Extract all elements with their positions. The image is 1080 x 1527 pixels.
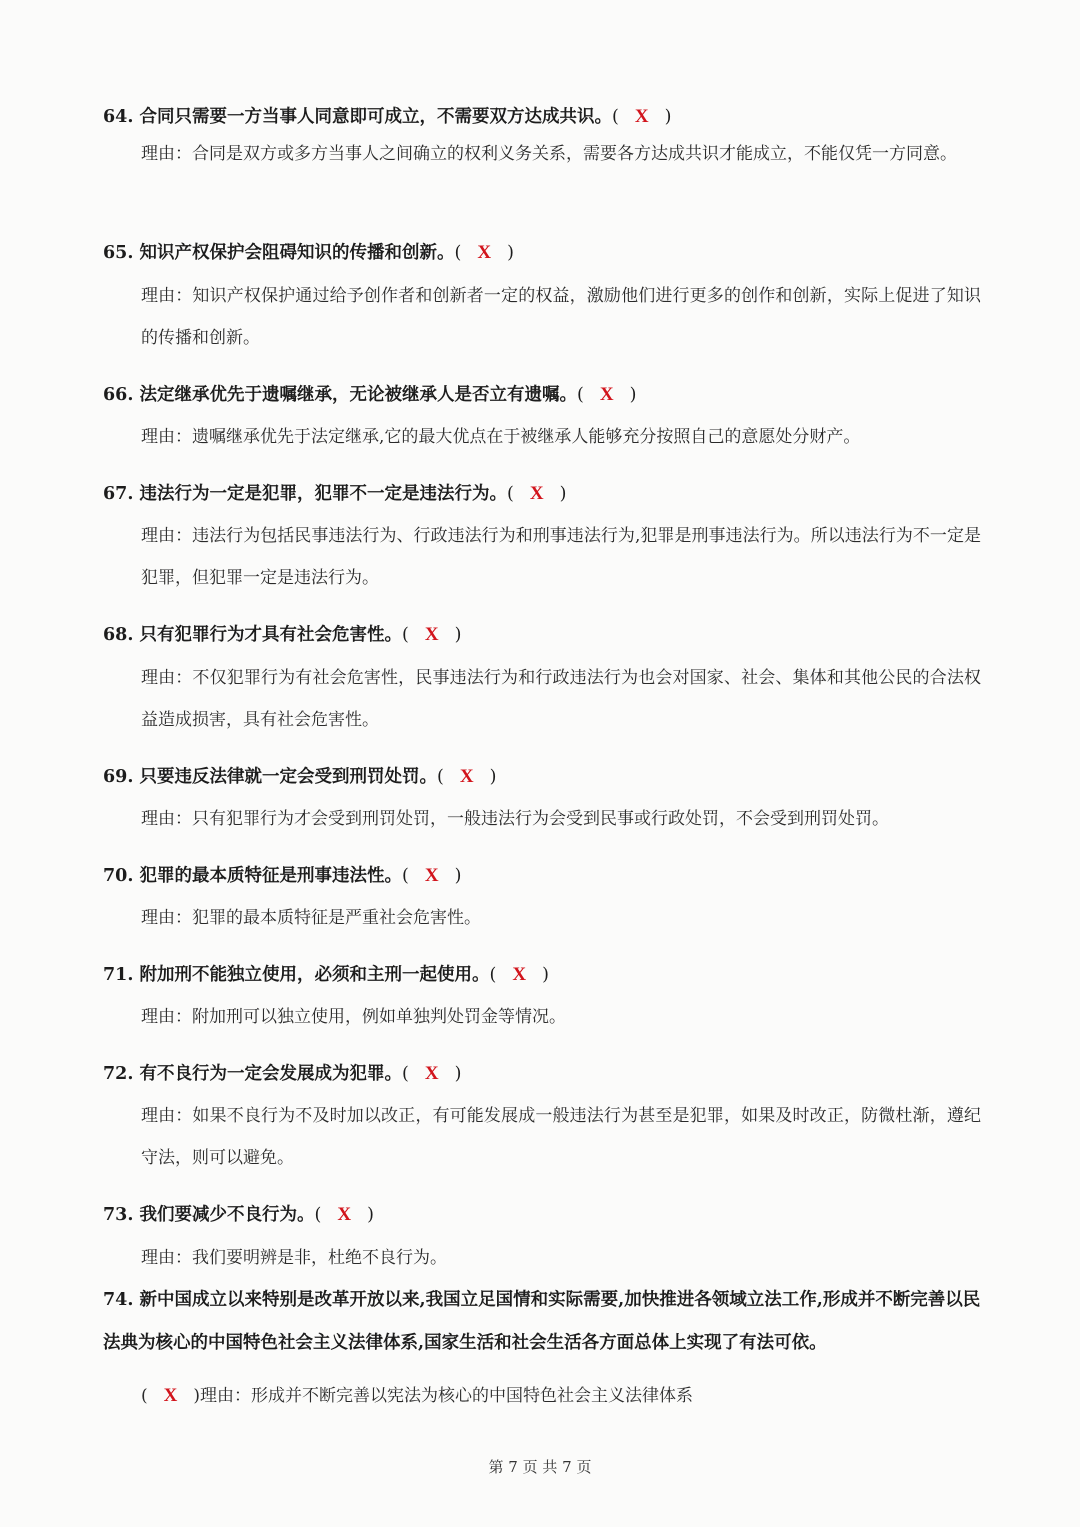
question-68: 68. 只有犯罪行为才具有社会危害性。( X ) [103, 624, 462, 645]
question-64: 64. 合同只需要一方当事人同意即可成立，不需要双方达成共识。( X ) [103, 106, 672, 127]
question-stem: 71. 附加刑不能独立使用，必须和主刑一起使用。 [103, 965, 490, 985]
reason-69: 理由：只有犯罪行为才会受到刑罚处罚，一般违法行为会受到民事或行政处罚，不会受到刑罚处罚。 [141, 809, 889, 829]
answer-mark: X [424, 1063, 439, 1084]
question-67: 67. 违法行为一定是犯罪，犯罪不一定是违法行为。( X ) [103, 483, 567, 504]
question-stem: 72. 有不良行为一定会发展成为犯罪。 [103, 1064, 403, 1084]
question-73: 73. 我们要减少不良行为。( X ) [103, 1204, 374, 1225]
reason-text: 理由：形成并不断完善以宪法为核心的中国特色社会主义法律体系 [200, 1386, 694, 1406]
question-69: 69. 只要违反法律就一定会受到刑罚处罚。( X ) [103, 766, 497, 787]
reason-73: 理由：我们要明辨是非，杜绝不良行为。 [141, 1248, 447, 1268]
question-stem: 64. 合同只需要一方当事人同意即可成立，不需要双方达成共识。 [103, 107, 613, 127]
question-74: 74. 新中国成立以来特别是改革开放以来,我国立足国情和实际需要,加快推进各领域立法工作,形成并不断完善以民法典为核心的中国特色社会主义法律体系,国家生活和社会生活各方面总体上实现了有法可依。 [103, 1290, 981, 1353]
answer-mark: X [424, 865, 439, 886]
reason-71: 理由：附加刑可以独立使用，例如单独判处罚金等情况。 [141, 1007, 566, 1027]
question-66: 66. 法定继承优先于遗嘱继承，无论被继承人是否立有遗嘱。( X ) [103, 384, 637, 405]
question-72: 72. 有不良行为一定会发展成为犯罪。( X ) [103, 1063, 462, 1084]
answer-mark: X [512, 964, 527, 985]
reason-68: 理由：不仅犯罪行为有社会危害性，民事违法行为和行政违法行为也会对国家、社会、集体和其他公民的合法权益造成损害，具有社会危害性。 [141, 668, 981, 730]
reason-72: 理由：如果不良行为不及时加以改正，有可能发展成一般违法行为甚至是犯罪，如果及时改正，防微杜渐，遵纪守法，则可以避免。 [141, 1106, 981, 1168]
answer-mark: X [459, 766, 474, 787]
question-71: 71. 附加刑不能独立使用，必须和主刑一起使用。( X ) [103, 964, 549, 985]
answer-mark: X [529, 483, 544, 504]
answer-mark: X [477, 242, 492, 263]
answer-mark: X [424, 624, 439, 645]
question-stem: 73. 我们要减少不良行为。 [103, 1205, 315, 1225]
answer-mark: X [163, 1385, 178, 1406]
reason-64: 理由：合同是双方或多方当事人之间确立的权利义务关系，需要各方达成共识才能成立，不能仅凭一方同意。 [141, 144, 957, 164]
answer-mark: X [634, 106, 649, 127]
reason-66: 理由：遗嘱继承优先于法定继承,它的最大优点在于被继承人能够充分按照自己的意愿处分财产。 [141, 427, 861, 447]
question-70: 70. 犯罪的最本质特征是刑事违法性。( X ) [103, 865, 462, 886]
reason-65: 理由：知识产权保护通过给予创作者和创新者一定的权益，激励他们进行更多的创作和创新，实际上促进了知识的传播和创新。 [141, 286, 981, 348]
page-footer: 第 7 页 共 7 页 [488, 1458, 592, 1476]
question-stem: 67. 违法行为一定是犯罪，犯罪不一定是违法行为。 [103, 484, 508, 504]
question-stem: 70. 犯罪的最本质特征是刑事违法性。 [103, 866, 403, 886]
question-65: 65. 知识产权保护会阻碍知识的传播和创新。( X ) [103, 242, 514, 263]
question-stem: 69. 只要违反法律就一定会受到刑罚处罚。 [103, 767, 438, 787]
question-stem: 65. 知识产权保护会阻碍知识的传播和创新。 [103, 243, 455, 263]
answer-mark: X [599, 384, 614, 405]
question-stem: 68. 只有犯罪行为才具有社会危害性。 [103, 625, 403, 645]
question-stem: 66. 法定继承优先于遗嘱继承，无论被继承人是否立有遗嘱。 [103, 385, 578, 405]
answer-mark: X [337, 1204, 352, 1225]
reason-67: 理由：违法行为包括民事违法行为、行政违法行为和刑事违法行为,犯罪是刑事违法行为。所以违法行为不一定是犯罪，但犯罪一定是违法行为。 [141, 526, 981, 588]
reason-70: 理由：犯罪的最本质特征是严重社会危害性。 [141, 908, 481, 928]
reason-74: ( X )理由：形成并不断完善以宪法为核心的中国特色社会主义法律体系 [141, 1385, 694, 1406]
